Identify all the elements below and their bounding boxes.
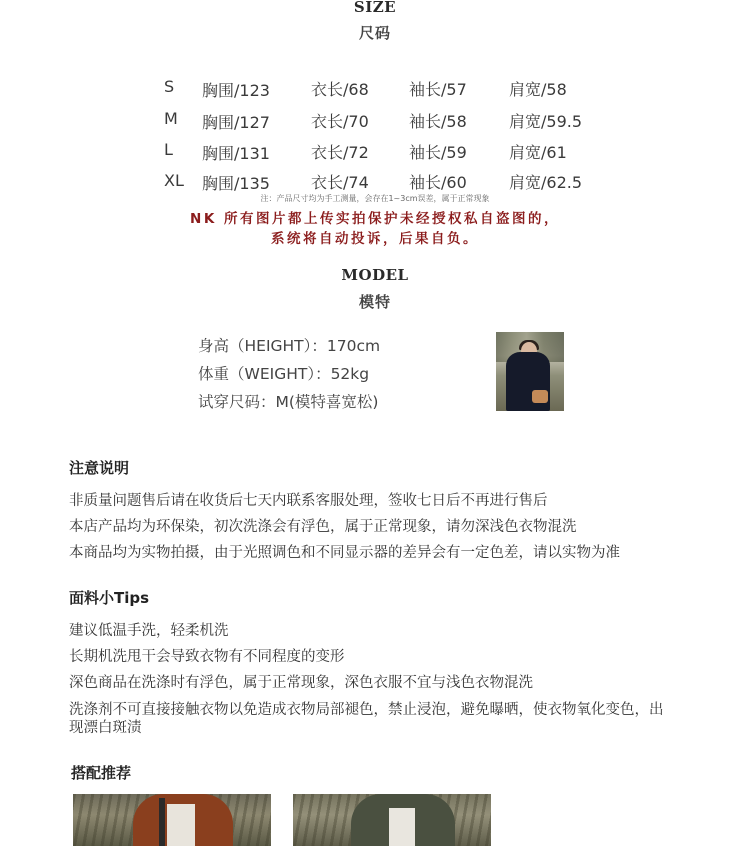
length-value: 衣长/72 bbox=[311, 143, 369, 162]
chest-value: 胸围/131 bbox=[202, 144, 270, 163]
size-title-cn: 尺码 bbox=[358, 24, 391, 42]
fabric-tips-heading: 面料小Tips bbox=[69, 589, 150, 607]
size-label: M bbox=[164, 109, 178, 128]
fabric-tip-line: 现漂白斑渍 bbox=[69, 720, 142, 736]
size-label: L bbox=[164, 140, 173, 159]
recommend-product-image[interactable] bbox=[73, 794, 271, 846]
model-title-en: MODEL bbox=[341, 266, 409, 284]
notice-heading: 注意说明 bbox=[69, 459, 130, 477]
shoulder-value: 肩宽/59.5 bbox=[509, 112, 583, 131]
sleeve-value: 袖长/57 bbox=[409, 80, 467, 99]
length-value: 衣长/68 bbox=[311, 80, 369, 99]
length-value: 衣长/74 bbox=[311, 173, 369, 192]
sleeve-value: 袖长/58 bbox=[409, 112, 467, 131]
model-title-cn: 模特 bbox=[358, 293, 391, 311]
notice-line: 本店产品均为环保染，初次洗涤会有浮色，属于正常现象，请勿深浅色衣物混洗 bbox=[69, 519, 577, 535]
fabric-tip-line: 建议低温手洗，轻柔机洗 bbox=[69, 623, 229, 639]
notice-line: 本商品均为实物拍摄，由于光照调色和不同显示器的差异会有一定色差，请以实物为准 bbox=[69, 545, 620, 561]
sleeve-value: 袖长/60 bbox=[409, 173, 467, 192]
shoulder-value: 肩宽/62.5 bbox=[509, 173, 583, 192]
fabric-tip-line: 洗涤剂不可直接接触衣物以免造成衣物局部褪色，禁止浸泡，避免曝晒，使衣物氧化变色，出 bbox=[69, 702, 664, 718]
shoulder-value: 肩宽/58 bbox=[509, 80, 567, 99]
size-label: S bbox=[164, 77, 175, 96]
chest-value: 胸围/123 bbox=[202, 81, 270, 100]
chest-value: 胸围/135 bbox=[202, 174, 270, 193]
model-height: 身高（HEIGHT）：170cm bbox=[198, 337, 381, 355]
notice-line: 非质量问题售后请在收货后七天内联系客服处理，签收七日后不再进行售后 bbox=[69, 493, 548, 509]
model-size-tried: 试穿尺码：M(模特喜宽松) bbox=[198, 393, 379, 411]
length-value: 衣长/70 bbox=[311, 112, 369, 131]
shoulder-value: 肩宽/61 bbox=[509, 143, 567, 162]
model-photo bbox=[496, 332, 564, 411]
recommend-heading: 搭配推荐 bbox=[71, 764, 132, 782]
sleeve-value: 袖长/59 bbox=[409, 143, 467, 162]
fabric-tip-line: 深色商品在洗涤时有浮色，属于正常现象，深色衣服不宜与浅色衣物混洗 bbox=[69, 675, 533, 691]
size-label: XL bbox=[164, 171, 184, 190]
measurement-note: 注：产品尺寸均为手工测量，会存在1~3cm误差，属于正常现象 bbox=[260, 194, 490, 203]
fabric-tip-line: 长期机洗甩干会导致衣物有不同程度的变形 bbox=[69, 649, 345, 665]
chest-value: 胸围/127 bbox=[202, 113, 270, 132]
copyright-warning-line1: NK 所有图片都上传实拍保护未经授权私自盗图的， bbox=[190, 211, 560, 227]
model-weight: 体重（WEIGHT）：52kg bbox=[198, 365, 370, 383]
size-title-en: SIZE bbox=[353, 0, 397, 16]
copyright-warning-line2: 系统将自动投诉，后果自负。 bbox=[271, 231, 479, 247]
recommend-product-image[interactable] bbox=[293, 794, 491, 846]
